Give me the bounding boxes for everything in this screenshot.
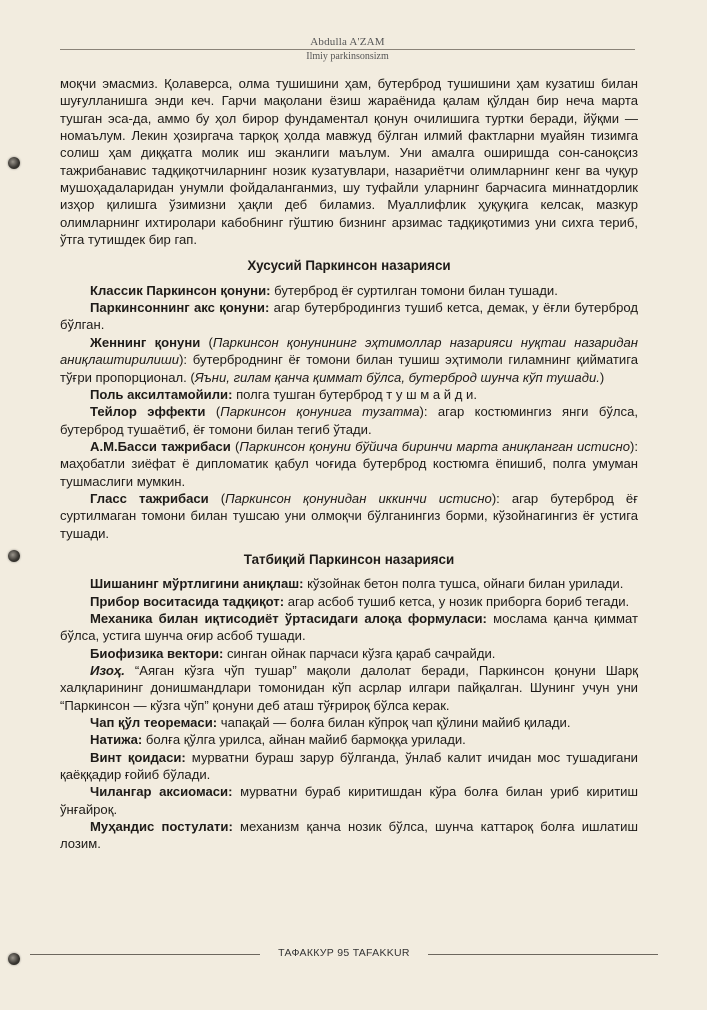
law-text: кўзойнак бетон полга тушса, ойнаги билан урилади. (303, 576, 624, 592)
running-header (60, 36, 635, 62)
law-term: Биофизика вектори: (90, 645, 224, 661)
header-author: Abdulla A'ZAM (310, 36, 385, 48)
law-entry (60, 490, 638, 542)
law-term: Муҳандис постулати: (90, 819, 233, 835)
law-term: Винт қоидаси: (90, 749, 186, 765)
law-text: полга тушган бутерброд т у ш м а й д и. (232, 386, 477, 402)
law-text: ): бутерброднинг ёғ томони билан тушиш эҳтимоли гиламнинг қийматига тўғри пропорционал. ( (60, 352, 638, 385)
law-note: Яъни, гилам қанча қиммат бўлса, бутерброд шунча кўп тушади. (194, 369, 600, 385)
law-term: Поль аксилтамойили: (90, 386, 233, 402)
law-entry (60, 386, 638, 403)
law-text: синган ойнак парчаси кўзга қараб сачрайди. (223, 645, 496, 661)
law-entry (60, 645, 638, 662)
binder-hole-mark (8, 550, 20, 562)
law-note: Паркинсон қонуни бўйича биринчи марта аниқланган истисно (239, 438, 630, 454)
law-text: ( (205, 404, 221, 420)
law-term: Паркинсоннинг акс қонуни: (90, 300, 270, 316)
footer-page-label: ТАФАККУР 95 TAFAKKUR (278, 947, 410, 959)
footer-rule-right (428, 954, 658, 955)
law-note: Паркинсон қонунига тузатма (220, 404, 420, 420)
law-term: Механика билан иқтисодиёт ўртасидаги алоқа формуласи: (90, 610, 487, 626)
law-entry (60, 403, 638, 438)
law-term: А.М.Басси тажрибаси (90, 438, 231, 454)
law-entry (60, 783, 638, 818)
binder-hole-mark (8, 953, 20, 965)
law-term: Чилангар аксиомаси: (90, 784, 233, 800)
page-footer (30, 944, 658, 964)
law-entry (60, 818, 638, 853)
law-note: Паркинсон қонунининг эҳтимоллар назарияси нуқтаи назаридан аниқлаштирилиши (60, 334, 638, 368)
law-term: Прибор воситасида тадқиқот: (90, 593, 285, 609)
law-text: агар бутербродингиз тушиб кетса, демак, у ёғли бутерброд бўлган. (60, 300, 638, 333)
law-entry (60, 334, 638, 386)
law-text: ) (599, 369, 605, 385)
law-entry (60, 593, 638, 610)
law-term: Классик Паркинсон қонуни: (90, 282, 271, 298)
law-entry (60, 610, 638, 645)
law-entry (60, 714, 638, 731)
law-text: ( (230, 438, 240, 454)
footer-rule-left (30, 954, 260, 955)
law-entry (60, 731, 638, 748)
law-term: Гласс тажрибаси (90, 490, 209, 506)
law-term: Тейлор эффекти (90, 404, 206, 420)
law-text: ( (200, 334, 213, 350)
law-text: мурватни бураб киритишдан кўра болға билан уриб киритиш ўнғайроқ. (60, 784, 639, 817)
law-text: чапақай — болға билан кўпроқ чап қўлини майиб қилади. (217, 715, 571, 731)
section-title-private-theory: Хусусий Паркинсон назарияси (247, 258, 451, 274)
law-term: Женнинг қонуни (90, 334, 201, 350)
law-text: ): маҳобатли зиёфат ё дипломатик қабул чоғида бутерброд костюмга ёпишиб, полга умуман тушмаслиги мумкин. (60, 438, 638, 489)
law-entry (60, 575, 638, 592)
section-title-applied-theory: Татбиқий Паркинсон назарияси (243, 551, 455, 567)
note-text: “Аяган кўзга чўп тушар” мақоли далолат беради, Паркинсон қонуни Шарқ халқларининг донишмандлари томонидан кўп асрлар илгари пайқалган. Шунинг учун уни “Паркинсон — кўзга чўп” қонуни деб аташ тўғрироқ бўлса керак. (60, 663, 638, 713)
law-entry (60, 282, 638, 299)
law-text: механизм қанча нозик бўлса, шунча каттароқ болға ишлатиш лозим. (60, 819, 638, 852)
law-entry (60, 749, 638, 784)
binder-hole-mark (8, 157, 20, 169)
law-text: мурватни бураш зарур бўлганда, ўнлаб калит ичидан мос тушадигани қаёққадир ғойиб бўлади. (60, 749, 638, 783)
law-text: бутерброд ёғ суртилган томони билан тушади. (270, 282, 558, 298)
law-text: ): агар костюмингиз янги бўлса, бутерброд тушаётиб, ёғ томони билан тегиб ўтади. (60, 404, 638, 437)
law-text: болға қўлга урилса, айнан майиб бармоққа урилади. (142, 732, 466, 748)
article-body (60, 75, 638, 853)
note-term: Изоҳ. (90, 663, 125, 678)
law-text: мослама қанча қиммат бўлса, устига шунча оғир асбоб тушади. (60, 610, 638, 644)
law-text: ( (208, 490, 226, 506)
law-entry (60, 299, 638, 334)
law-note: Паркинсон қонунидан иккинчи истисно (225, 490, 492, 506)
law-text: агар асбоб тушиб кетса, у нозик приборга бориб тегади. (284, 593, 630, 609)
header-rule (60, 49, 635, 50)
law-entry (60, 438, 638, 490)
intro-paragraph: моқчи эмасмиз. Қолаверса, олма тушишини ҳам, бутерброд тушишини ҳам кузатиш билан шуғулланишга энди кеч. Гарчи мақолани ёзиш жараёнида қалам қўлдан бир неча марта тушган эса-да, аммо бу ҳол бирор фундаментал қонун очилишига туртки беради, йўқми — номаълум. Лекин ҳозиргача тарқоқ ҳолда мавжуд бўлган илмий фактларни муайян тизимга солиш ҳам диққатга молик иш эканлиги маълум. Уни амалга оширишда сон-саноқсиз тажрибанавис тадқиқотчиларнинг нозик кузатувлари, назариётчи олимларнинг кенг ва чуқур мушоҳадаларидан унумли фойдаланганмиз, шу туфайли уларнинг барчасига миннатдорлик изҳор қилишга ўзимизни ҳақли деб биламиз. Муаллифлик ҳуқуқига келсак, мазкур олимларнинг ихтиролари кабобнинг гўштию бизнинг арзимас тадқиқотимиз уни сихга териб, ўтга тутишдек бир гап. (60, 76, 638, 248)
law-term: Шишанинг мўртлигини аниқлаш: (90, 576, 304, 592)
note-entry (60, 662, 638, 714)
law-term: Натижа: (90, 732, 143, 748)
law-text: ): агар бутерброд ёғ суртилмаган томони билан тушсаю уни олмоқчи бўлганингиз борми, кўзойнагингиз ёғ устига тушади. (60, 490, 638, 541)
header-series: Ilmiy parkinsonsizm (306, 51, 389, 62)
law-term: Чап қўл теоремаси: (90, 715, 218, 731)
